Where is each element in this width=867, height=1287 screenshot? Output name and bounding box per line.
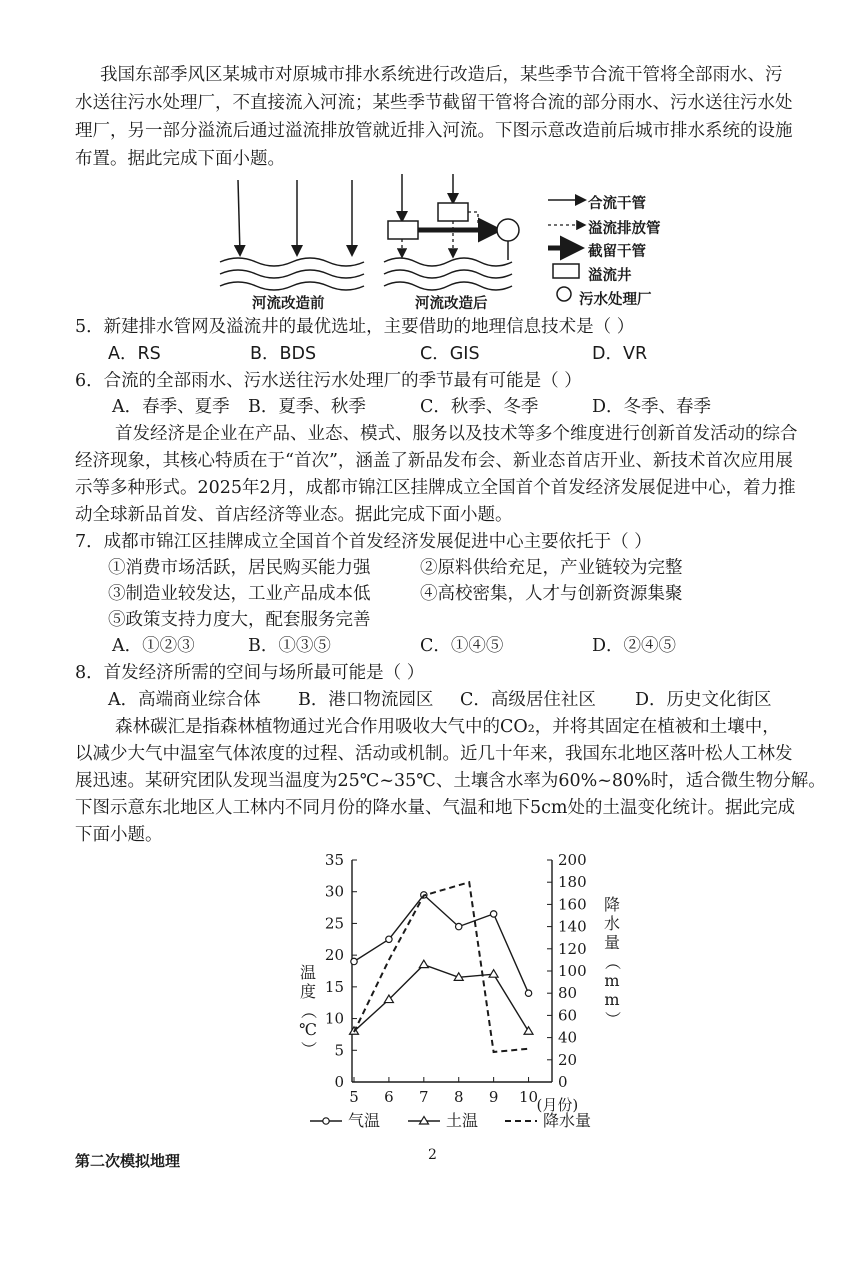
overflow-well [388,221,418,239]
x-tick-label: 5 [349,1088,359,1106]
x-tick-label: 9 [488,1088,499,1106]
intro1-line-4: 布置。据此完成下面小题。 [75,149,285,169]
intro1-line-1: 我国东部季风区某城市对原城市排水系统进行改造后，某些季节合流干管将全部雨水、污 [100,65,783,85]
data-point-circle [490,911,496,917]
q8-stem: 8．首发经济所需的空间与场所最可能是（ ） [75,663,425,683]
legend-label-1: 气温 [348,1111,381,1130]
q8-option-c: C．高级居住社区 [460,690,596,710]
q7-option-d: D．②④⑤ [592,636,677,656]
diagram-legend-symbols [548,200,584,301]
river-wave [220,270,364,278]
x-axis-label: (月份) [536,1096,579,1114]
river-wave [384,258,512,266]
left-tick-label: 0 [334,1073,344,1091]
q6-stem: 6．合流的全部雨水、污水送往污水处理厂的季节最有可能是（ ） [75,371,582,391]
overflow-pipe [468,212,478,224]
right-tick-label: 200 [558,851,587,869]
intro3-line-5: 下面小题。 [75,825,163,845]
left-tick-label: 20 [324,946,344,965]
left-tick-label: 10 [324,1009,344,1028]
data-point-triangle [524,1027,533,1035]
right-tick-label: 60 [558,1006,578,1025]
left-axis-title [299,963,318,1057]
q5-option-a: A．RS [108,344,161,364]
right-tick-label: 20 [558,1050,578,1069]
legend-marker-circle [323,1118,329,1124]
legend-text-1: 合流干管 [588,195,646,212]
series-line-2 [354,965,529,1032]
right-tick-label: 0 [558,1073,568,1091]
q7-option-c: C．①④⑤ [420,636,504,656]
data-point-circle [456,923,462,929]
q6-option-c: C．秋季、冬季 [420,397,539,417]
river-wave [220,258,364,266]
q7-item-3: ③制造业较发达，工业产品成本低 [108,584,371,604]
legend-text-5: 污水处理厂 [579,291,652,308]
q7-option-b: B．①③⑤ [248,636,331,656]
right-axis-title-char: m [604,990,620,1009]
legend-text-4: 溢流井 [588,267,632,284]
intro3-line-3: 展迅速。某研究团队发现当温度为25℃~35℃、土壤含水率为60%~80%时，适合微生物分解。 [75,771,826,791]
right-axis-title-char: （ [603,953,622,971]
chart-ticks [299,851,622,1114]
page-number: 2 [428,1147,437,1163]
q7-item-4: ④高校密集，人才与创新资源集聚 [420,584,683,604]
right-tick-label: 140 [558,917,587,936]
data-point-triangle [419,960,428,968]
q6-option-d: D．冬季、春季 [592,397,712,417]
left-tick-label: 35 [324,851,344,869]
intro3-line-1: 森林碳汇是指森林植物通过光合作用吸收大气中的CO₂，并将其固定在植被和土壤中， [115,717,780,737]
q7-option-a: A．①②③ [112,636,195,656]
legend-label-3: 降水量 [543,1111,592,1130]
river-wave [384,282,512,290]
q7-stem: 7．成都市锦江区挂牌成立全国首个首发经济发展促进中心主要依托于（ ） [75,532,652,552]
footer-title: 第二次模拟地理 [75,1152,181,1170]
legend-text-2: 溢流排放管 [588,220,661,237]
legend-rectangle [553,264,579,278]
intro1-line-2: 水送往污水处理厂，不直接流入河流；某些季节截留干管将合流的部分雨水、污水送往污水处 [75,93,793,113]
left-axis-title-char: （ [299,1002,318,1020]
right-axis-title [603,895,622,1027]
q7-item-2: ②原料供给充足，产业链较为完整 [420,558,683,578]
right-tick-label: 100 [558,962,587,980]
left-axis-title-char: 温 [299,963,317,982]
q7-item-1: ①消费市场活跃，居民购买能力强 [108,558,371,578]
series-line-3 [354,882,529,1052]
legend-circle [557,287,571,301]
legend-text-3: 截留干管 [588,243,646,260]
chart-legend [310,1111,591,1130]
river-wave [220,282,364,290]
q8-option-a: A．高端商业综合体 [108,690,261,710]
q8-option-d: D．历史文化街区 [635,690,772,710]
right-axis-title-char: ） [603,1010,622,1028]
q6-option-b: B．夏季、秋季 [248,397,366,417]
intro3-line-2: 以减少大气中温室气体浓度的过程、活动或机制。近几十年来，我国东北地区落叶松人工林发 [75,744,793,764]
legend-marker-triangle [420,1117,429,1125]
x-tick-label: 6 [384,1088,394,1106]
left-tick-label: 25 [324,914,344,933]
diagram-after [384,174,519,290]
data-point-triangle [489,970,498,978]
intro3-line-4: 下图示意东北地区人工林内不同月份的降水量、气温和地下5cm处的土温变化统计。据此完成 [75,798,796,818]
right-axis-title-char: 水 [603,914,621,933]
left-axis-title-char: ℃ [299,1020,317,1039]
right-tick-label: 120 [558,939,587,958]
q8-option-b: B．港口物流园区 [298,690,434,710]
left-tick-label: 30 [324,882,344,901]
intro2-line-4: 动全球新品首发、首店经济等业态。据此完成下面小题。 [75,505,513,525]
x-tick-label: 7 [419,1088,429,1106]
pipe-line [238,180,240,254]
x-tick-label: 10 [518,1088,539,1106]
chart-series [350,882,534,1052]
q5-option-d: D．VR [592,344,648,364]
data-point-circle [525,990,531,996]
sewage-plant [497,219,519,241]
data-point-circle [386,936,392,942]
river-wave [384,270,512,278]
right-axis-title-char: 降 [603,895,621,914]
diagram-before [220,180,364,290]
x-tick-label: 8 [453,1088,464,1106]
left-axis-title-char: ） [299,1040,318,1058]
climate-chart [290,848,630,1140]
intro2-line-2: 经济现象，其核心特质在于“首次”，涵盖了新品发布会、新业态首店开业、新技术首次应用展 [75,451,793,471]
q6-option-a: A．春季、夏季 [112,397,230,417]
diagram-before-label: 河流改造前 [252,295,325,312]
left-tick-label: 5 [334,1041,344,1060]
legend-label-2: 土温 [446,1111,479,1130]
q5-option-b: B．BDS [250,344,317,364]
intro1-line-3: 理厂，另一部分溢流后通过溢流排放管就近排入河流。下图示意改造前后城市排水系统的设施 [75,121,793,141]
intro2-line-3: 示等多种形式。2025年2月，成都市锦江区挂牌成立全国首个首发经济发展促进中心，着力推 [75,478,796,498]
right-tick-label: 160 [558,895,587,914]
right-tick-label: 180 [558,873,587,892]
series-line-1 [354,895,529,993]
right-tick-label: 80 [558,984,578,1003]
q7-item-5: ⑤政策支持力度大，配套服务完善 [108,610,371,630]
left-axis-title-char: 度 [299,982,317,1001]
overflow-well [438,203,468,221]
data-point-circle [351,958,357,964]
right-tick-label: 40 [558,1028,578,1047]
right-axis-title-char: m [604,971,620,990]
q5-stem: 5．新建排水管网及溢流井的最优选址，主要借助的地理信息技术是（ ） [75,317,635,337]
diagram-after-label: 河流改造后 [415,295,488,312]
intro2-line-1: 首发经济是企业在产品、业态、模式、服务以及技术等多个维度进行创新首发活动的综合 [115,424,798,444]
q5-option-c: C．GIS [420,344,480,364]
left-tick-label: 15 [324,977,344,996]
right-axis-title-char: 量 [603,933,621,952]
